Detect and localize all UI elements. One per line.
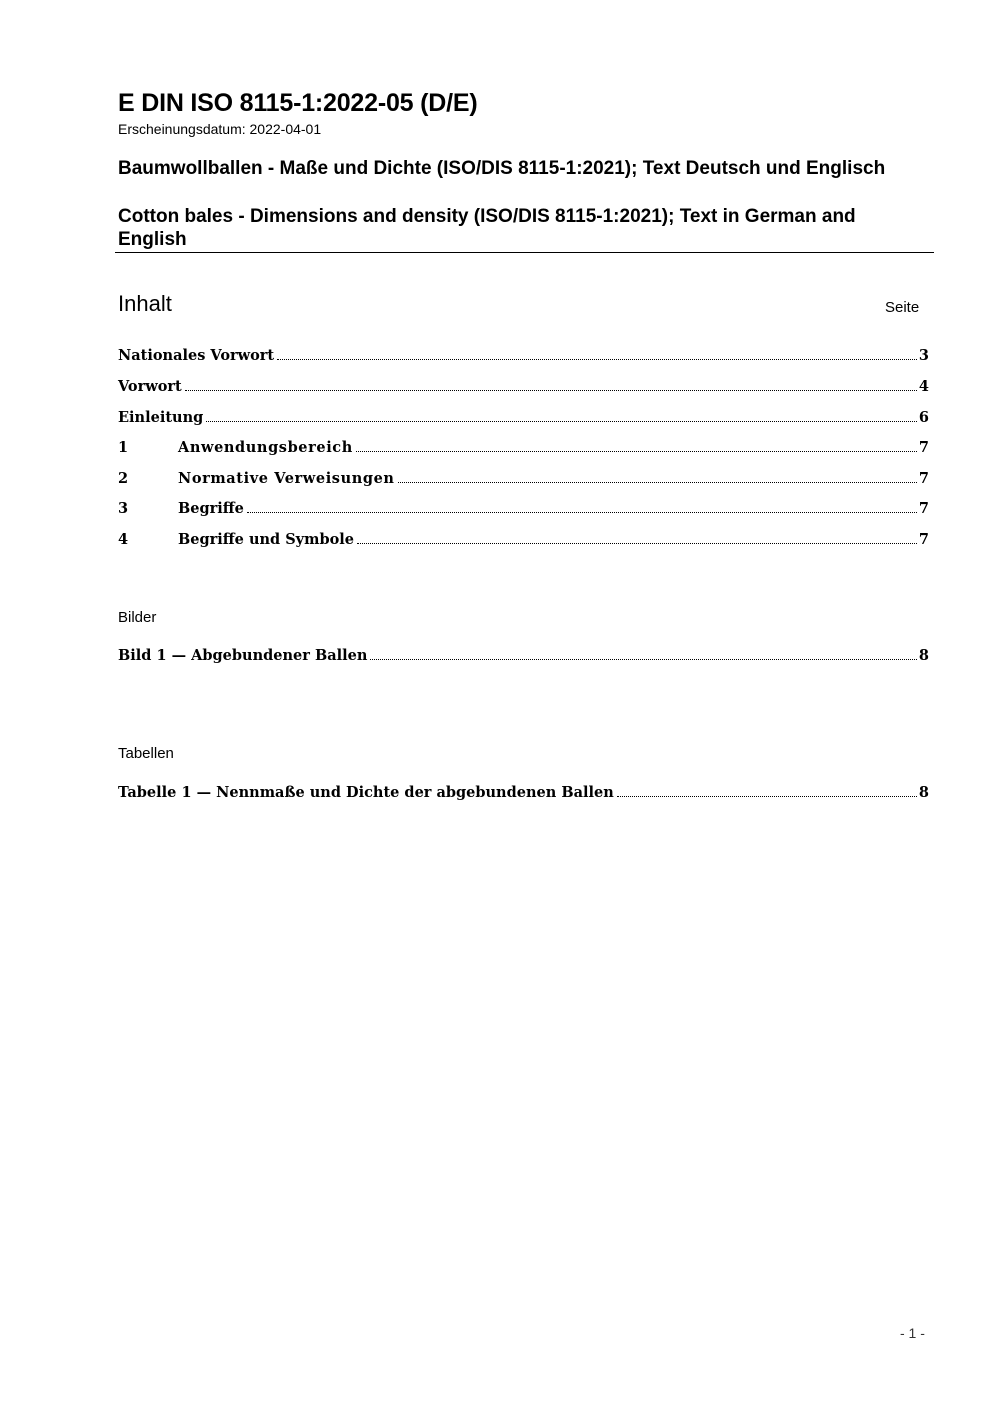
- toc-leader: [185, 390, 917, 391]
- toc-entry-page: 7: [918, 470, 929, 487]
- toc-entry-page: 6: [918, 409, 929, 426]
- toc-entry-page: 7: [918, 500, 929, 517]
- toc-entry-text: Begriffe und Symbole: [178, 531, 354, 548]
- toc-entry-text: Begriffe: [178, 500, 244, 517]
- toc-entry-begriffe-und-symbole[interactable]: [118, 531, 929, 551]
- toc-entry-page: 7: [918, 531, 929, 548]
- toc-entry-vorwort[interactable]: [118, 378, 929, 398]
- figures-heading: Bilder: [118, 609, 157, 626]
- toc-entry-page: 4: [918, 378, 929, 395]
- table-entry-page: 8: [918, 784, 929, 801]
- toc-leader: [357, 543, 917, 544]
- toc-leader: [356, 451, 917, 452]
- toc-entry-anwendungsbereich[interactable]: [118, 439, 929, 459]
- toc-leader: [370, 659, 917, 660]
- toc-leader: [398, 482, 917, 483]
- table-entry-text: Tabelle 1 — Nennmaße und Dichte der abgebundenen Ballen: [118, 784, 614, 801]
- toc-entry-einleitung[interactable]: [118, 409, 929, 429]
- toc-leader: [247, 512, 917, 513]
- page-column-label: Seite: [885, 299, 920, 316]
- figure-entry-bild-1[interactable]: [118, 647, 929, 667]
- toc-leader: [617, 796, 917, 797]
- publication-date: Erscheinungsdatum: 2022-04-01: [118, 121, 322, 137]
- toc-entry-nationales-vorwort[interactable]: [118, 347, 929, 367]
- toc-entry-text: Nationales Vorwort: [118, 347, 275, 364]
- toc-entry-number: 3: [118, 500, 129, 517]
- title-english: Cotton bales - Dimensions and density (ISO/DIS 8115-1:2021); Text in German and English: [118, 206, 856, 250]
- title-divider: [115, 252, 934, 253]
- toc-entry-text: Anwendungsbereich: [178, 439, 353, 456]
- title-german: Baumwollballen - Maße und Dichte (ISO/DIS 8115-1:2021); Text Deutsch und Englisch: [118, 158, 886, 179]
- toc-entry-text: Einleitung: [118, 409, 204, 426]
- figure-entry-page: 8: [918, 647, 929, 664]
- toc-entry-begriffe[interactable]: [118, 500, 929, 520]
- page-number: - 1 -: [900, 1325, 925, 1341]
- tables-heading: Tabellen: [118, 745, 174, 762]
- toc-entry-number: 2: [118, 470, 129, 487]
- figure-entry-text: Bild 1 — Abgebundener Ballen: [118, 647, 368, 664]
- table-entry-tabelle-1[interactable]: [118, 784, 929, 804]
- toc-entry-text: Normative Verweisungen: [178, 470, 395, 487]
- toc-entry-normative-verweisungen[interactable]: [118, 470, 929, 490]
- toc-entry-number: 4: [118, 531, 129, 548]
- toc-entry-text: Vorwort: [118, 378, 182, 395]
- toc-heading: Inhalt: [118, 291, 172, 316]
- toc-entry-number: 1: [118, 439, 129, 456]
- toc-leader: [206, 421, 917, 422]
- toc-leader: [277, 359, 917, 360]
- toc-entry-page: 3: [918, 347, 929, 364]
- document-title: E DIN ISO 8115-1:2022-05 (D/E): [118, 89, 478, 117]
- toc-entry-page: 7: [918, 439, 929, 456]
